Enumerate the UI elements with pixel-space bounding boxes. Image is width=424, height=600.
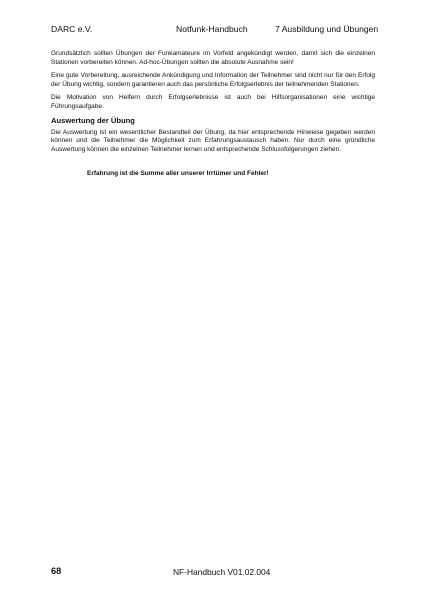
header-title: Notfunk-Handbuch [176, 24, 248, 34]
paragraph-evaluation: Die Auswertung ist ein wesentlicher Bestandteil der Übung, da hier entsprechende Hinweise gegeben werden können und die Teilnehmer die Möglichkeit zum Erfahrungsaustausch haben. Nur durch eine gründliche Auswertung können die einzelnen Teilnehmer lernen und entsprechende Schlussfolgerungen ziehen. [51, 128, 375, 153]
paragraph-announcement: Grundsätzlich sollten Übungen der Funkamateure im Vorfeld angekündigt werden, damit sich die einzelnen Stationen vorbereiten können. Ad-hoc-Übungen sollten die absolute Ausnahme sein! [51, 50, 375, 66]
section-heading: Auswertung der Übung [51, 116, 135, 125]
header-organization: DARC e.V. [51, 24, 93, 34]
page-number: 68 [51, 566, 62, 576]
footer-version: NF-Handbuch V01.02.004 [173, 567, 271, 577]
page-content [51, 50, 375, 179]
paragraph-motivation: Die Motivation von Helfern durch Erfolgserlebnisse ist auch bei Hilfsorganisationen eine wichtige Führungsaufgabe. [51, 94, 375, 110]
header-chapter: 7 Ausbildung und Übungen [275, 24, 379, 34]
paragraph-preparation: Eine gute Vorbereitung, ausreichende Ankündigung und Information der Teilnehmer sind nicht nur für den Erfolg der Übung wichtig, sondern garantieren auch das persönliche Erfolgserlebnis der teilnehmenden Stationen. [51, 72, 375, 88]
quote-text: Erfahrung ist die Summe aller unserer Irrtümer und Fehler! [87, 170, 269, 177]
